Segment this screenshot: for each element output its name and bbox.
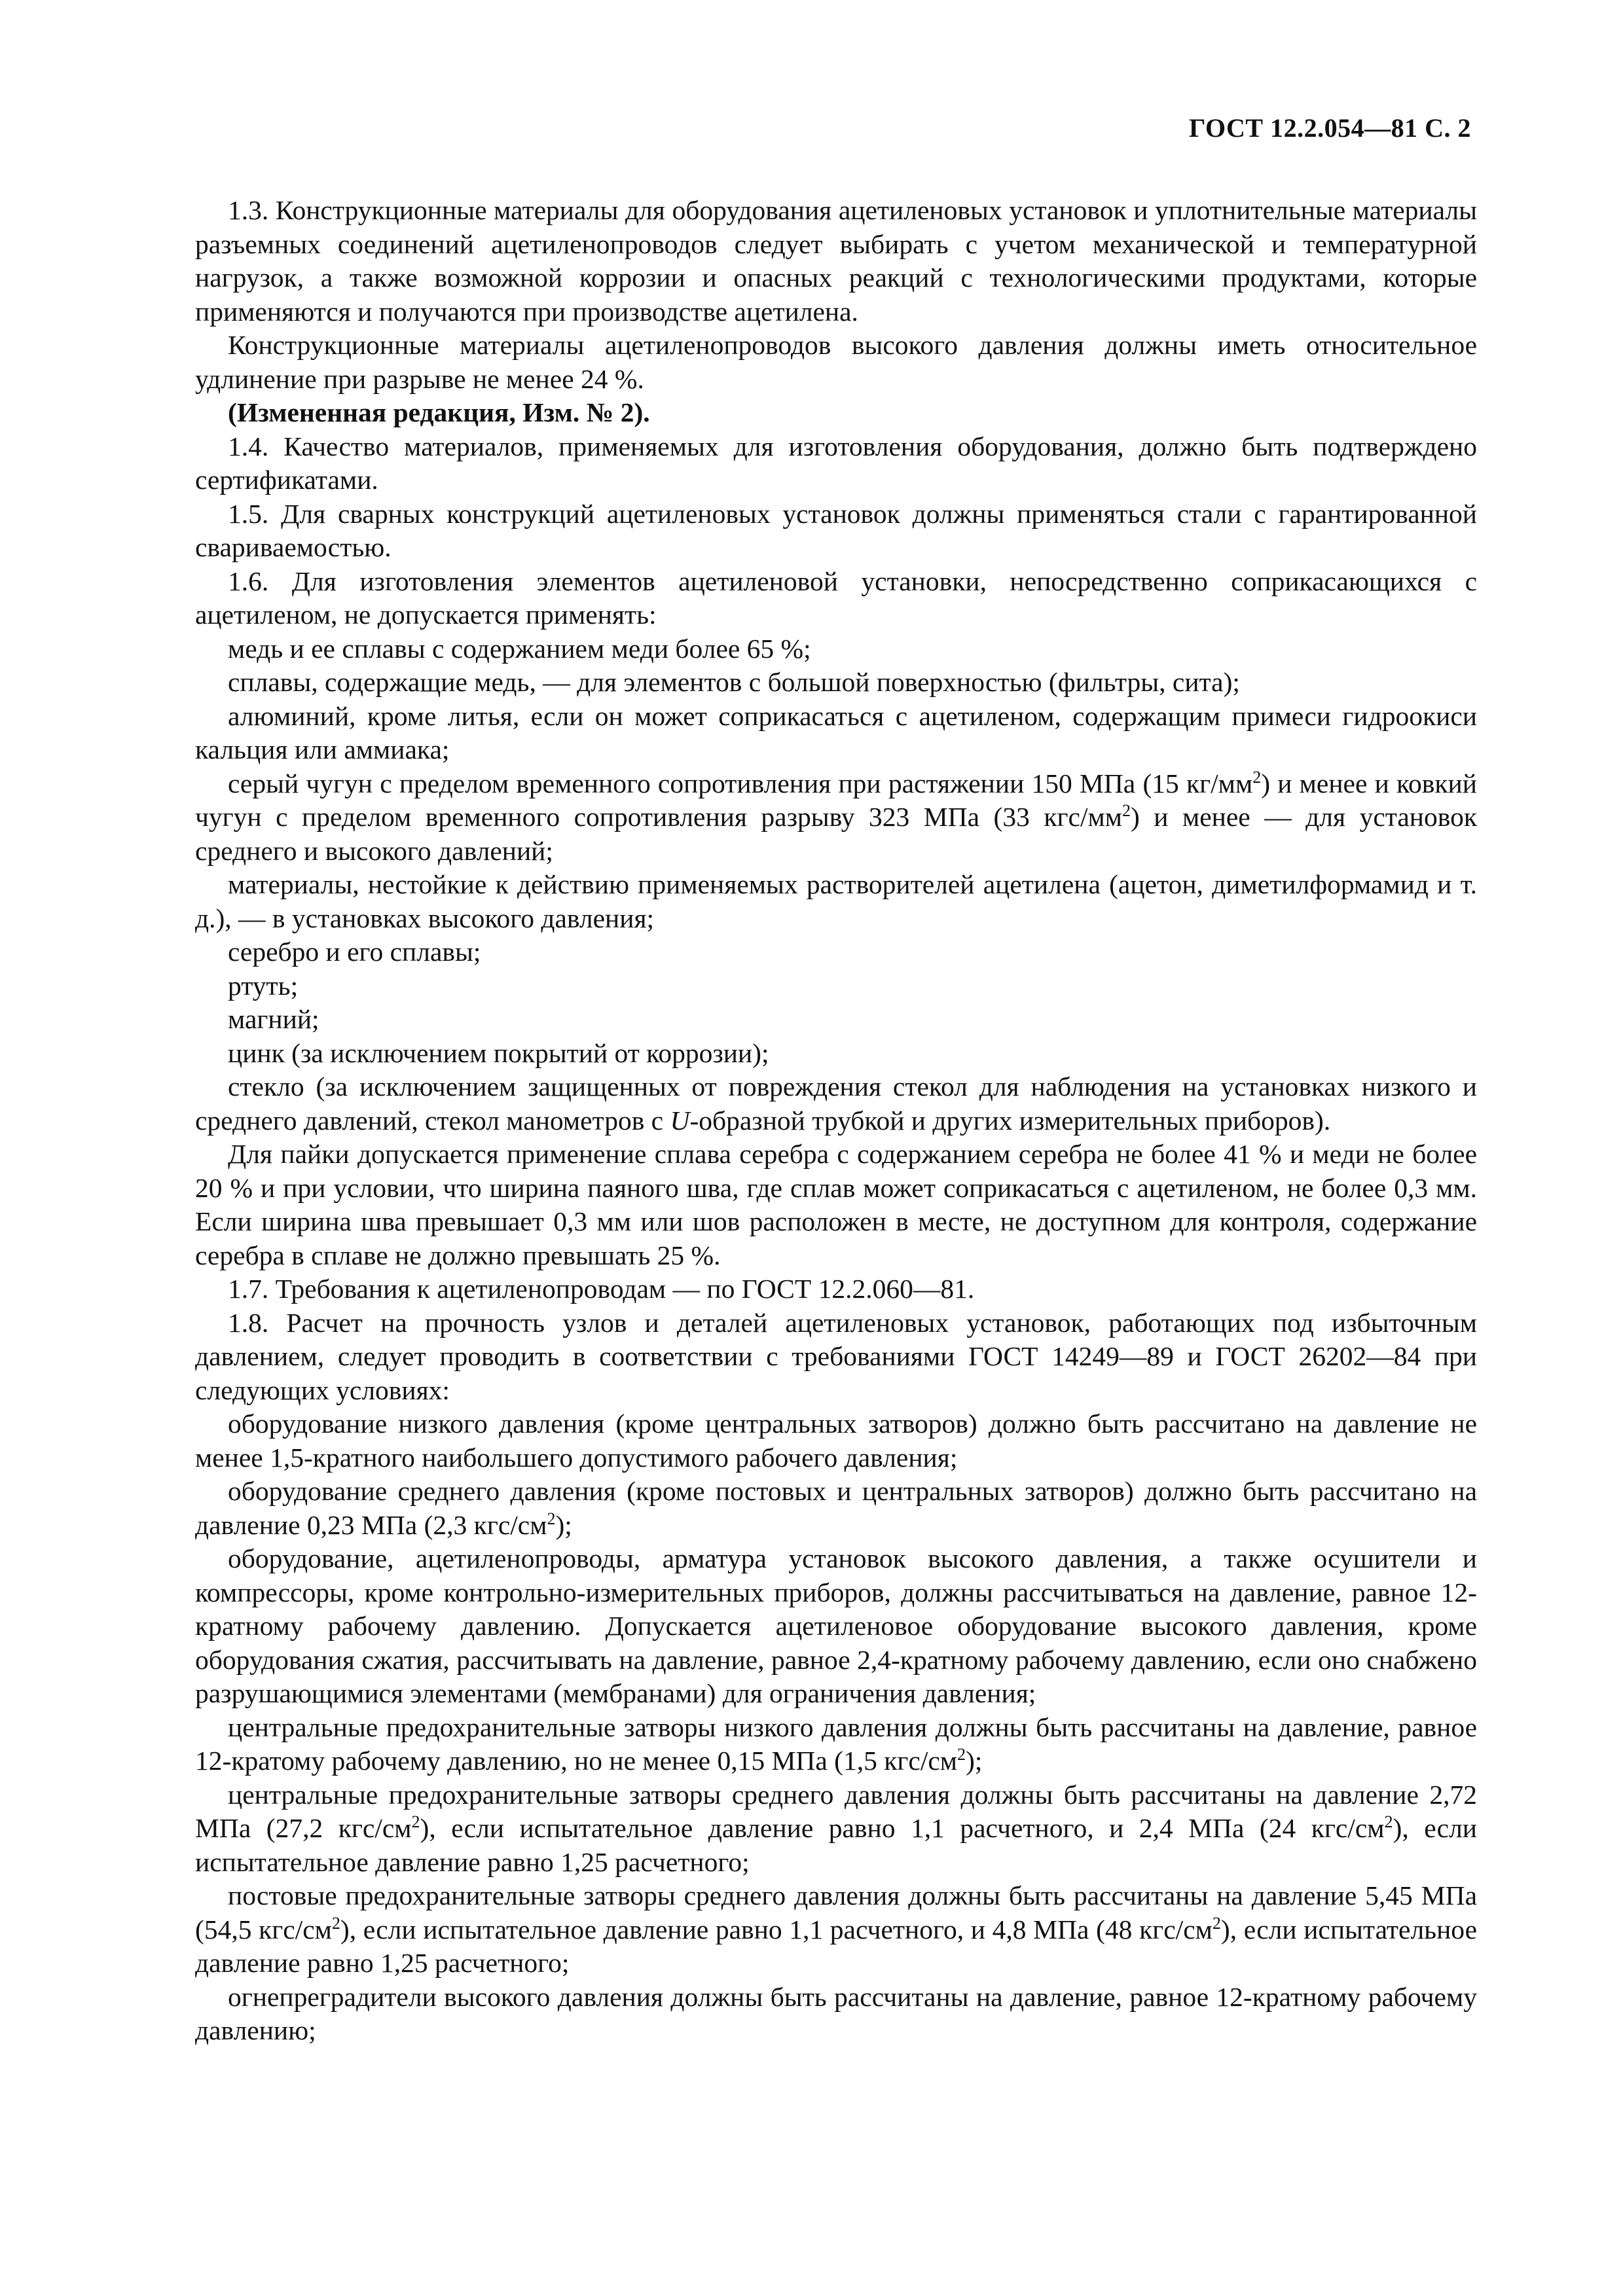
list-item-low-pressure: оборудование низкого давления (кроме центральных затворов) должно быть рассчитано на давление не менее 1,5-кратного наибольшего допустимого рабочего давления;	[195, 1408, 1477, 1473]
clause-1-6: 1.6. Для изготовления элементов ацетиленовой установки, непосредственно соприкасающихся с ацетиленом, не допускается применять:	[195, 565, 1477, 630]
list-item-copper: медь и ее сплавы с содержанием меди более 65 %;	[228, 633, 811, 664]
cast-iron-text-3: ) и менее — для установок среднего и высокого давлений;	[195, 802, 1477, 866]
list-item-aluminium: алюминий, кроме литья, если он может соприкасаться с ацетиленом, содержащим примеси гидроокиси кальция или аммиака;	[195, 700, 1477, 764]
clause-1-4: 1.4. Качество материалов, применяемых для изготовления оборудования, должно быть подтверждено сертификатами.	[195, 431, 1477, 495]
central-low-text-1: центральные предохранительные затворы низкого давления должны быть рассчитаны на давление, равное 12-кратому рабочему давлению, но не менее 0,15 МПа (1,5 кгс/см	[195, 1712, 1477, 1776]
list-item-central-medium	[195, 1778, 1477, 1880]
superscript-2: 2	[411, 1812, 420, 1832]
cast-iron-text-2: ) и менее и ковкий чугун с пределом временного сопротивления разрыву 323 МПа (33 кгс/мм	[195, 768, 1477, 832]
superscript-2: 2	[547, 1509, 556, 1528]
clause-1-7: 1.7. Требования к ацетиленопроводам — по ГОСТ 12.2.060—81.	[228, 1274, 975, 1304]
clause-1-8: 1.8. Расчет на прочность узлов и деталей ацетиленовых установок, работающих под избыточным давлением, следует проводить в соответствии с требованиями ГОСТ 14249—89 и ГОСТ 26202—84 при следующих условиях:	[195, 1307, 1477, 1405]
superscript-2: 2	[1384, 1812, 1393, 1832]
list-item-mercury: ртуть;	[228, 970, 299, 1001]
list-item-medium-pressure	[195, 1475, 1477, 1542]
superscript-2: 2	[331, 1913, 340, 1933]
document-body	[195, 194, 1477, 2048]
list-item-flame-arrester: огнепреградители высокого давления должны быть рассчитаны на давление, равное 12-кратному рабочему давлению;	[195, 1981, 1477, 2045]
glass-text-1: стекло (за исключением защищенных от повреждения стекол для наблюдения на установках низкого и среднего давлений, стекол манометров с	[195, 1071, 1477, 1136]
central-medium-text-1: центральные предохранительные затворы среднего давления должны быть рассчитаны на давление 2,72 МПа (27,2 кгс/см	[195, 1779, 1477, 1843]
medium-text-1: оборудование среднего давления (кроме постовых и центральных затворов) должно быть рассчитано на давление 0,23 МПа (2,3 кгс/см	[195, 1476, 1477, 1540]
central-low-text-2: );	[966, 1746, 983, 1776]
post-medium-text-2: ), если испытательное давление равно 1,1 расчетного, и 4,8 МПа (48 кгс/см	[340, 1914, 1213, 1945]
list-item-glass	[195, 1070, 1477, 1138]
u-letter: U	[670, 1105, 690, 1136]
document-designation: ГОСТ 12.2.054—81 С. 2	[1188, 113, 1471, 143]
list-item-silver: серебро и его сплавы;	[228, 937, 481, 967]
superscript-2: 2	[957, 1745, 966, 1765]
amendment-note: (Измененная редакция, Изм. № 2).	[228, 397, 650, 427]
clause-1-3: 1.3. Конструкционные материалы для оборудования ацетиленовых установок и уплотнительные материалы разъемных соединений ацетиленопроводов следует выбирать с учетом механической и температурной нагрузок, а также возможной коррозии и опасных реакций с технологическими продуктами, которые применяются и получаются при производстве ацетилена.	[195, 195, 1477, 327]
central-medium-text-3: ), если испытательное давление равно 1,25 расчетного;	[195, 1813, 1477, 1877]
medium-text-2: );	[555, 1509, 572, 1540]
central-medium-text-2: ), если испытательное давление равно 1,1 расчетного, и 2,4 МПа (24 кгс/см	[420, 1813, 1385, 1843]
clause-1-5: 1.5. Для сварных конструкций ацетиленовых установок должны применяться стали с гарантированной свариваемостью.	[195, 498, 1477, 562]
post-medium-text-1: постовые предохранительные затворы среднего давления должны быть рассчитаны на давление 5,45 МПа (54,5 кгс/см	[195, 1880, 1477, 1945]
post-medium-text-3: ), если испытательное давление равно 1,25 расчетного;	[195, 1914, 1477, 1978]
superscript-2: 2	[1122, 801, 1131, 821]
superscript-2: 2	[1252, 767, 1262, 787]
list-item-central-low	[195, 1711, 1477, 1778]
cast-iron-text-1: серый чугун с пределом временного сопротивления при растяжении 150 МПа (15 кг/мм	[228, 768, 1253, 798]
soldering-paragraph: Для пайки допускается применение сплава серебра с содержанием серебра не более 41 % и меди не более 20 % и при условии, что ширина паяного шва, где сплав может соприкасаться с ацетиленом, не более 0,3 мм. Если ширина шва превышает 0,3 мм или шов расположен в месте, не доступном для контроля, содержание серебра в сплаве не должно превышать 25 %.	[195, 1139, 1477, 1270]
list-item-solvent-materials: материалы, нестойкие к действию применяемых растворителей ацетилена (ацетон, диметилформамид и т. д.), — в установках высокого давления;	[195, 869, 1477, 933]
list-item-copper-alloys: сплавы, содержащие медь, — для элементов с большой поверхностью (фильтры, сита);	[228, 667, 1240, 697]
glass-text-2: -образной трубкой и других измерительных приборов).	[689, 1105, 1331, 1136]
list-item-magnesium: магний;	[228, 1004, 319, 1034]
clause-1-3-paragraph-2: Конструкционные материалы ацетиленопроводов высокого давления должны иметь относительное удлинение при разрыве не менее 24 %.	[195, 330, 1477, 394]
list-item-cast-iron	[195, 767, 1477, 869]
list-item-zinc: цинк (за исключением покрытий от коррозии);	[228, 1037, 769, 1068]
list-item-post-medium	[195, 1879, 1477, 1981]
superscript-2: 2	[1212, 1913, 1221, 1933]
list-item-high-pressure: оборудование, ацетиленопроводы, арматура установок высокого давления, а также осушители и компрессоры, кроме контрольно-измерительных приборов, должны рассчитываться на давление, равное 12-кратному рабочему давлению. Допускается ацетиленовое оборудование высокого давления, кроме оборудования сжатия, рассчитывать на давление, равное 2,4-кратному рабочему давлению, если оно снабжено разрушающимися элементами (мембранами) для ограничения давления;	[195, 1543, 1477, 1708]
